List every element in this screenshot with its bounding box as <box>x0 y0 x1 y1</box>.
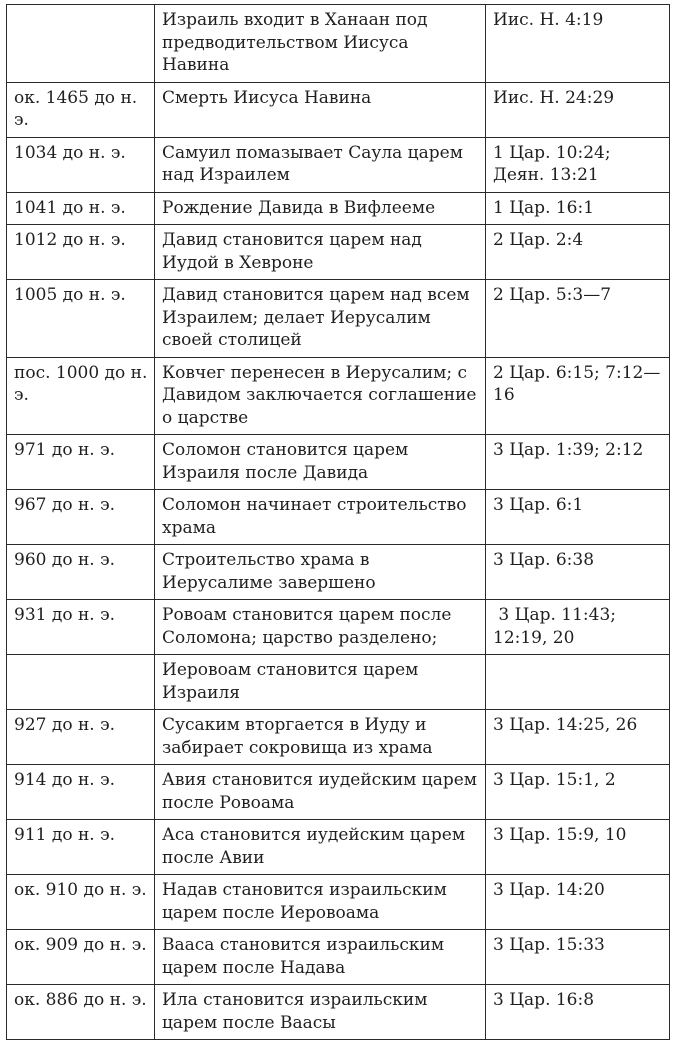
event-cell: Иеровоам становится царем Израиля <box>155 655 486 710</box>
reference-cell: 3 Цар. 15:9, 10 <box>486 820 670 875</box>
reference-cell: 1 Цар. 16:1 <box>486 192 670 225</box>
reference-cell: Иис. Н. 24:29 <box>486 82 670 137</box>
date-cell: 971 до н. э. <box>7 435 155 490</box>
table-row <box>7 490 670 545</box>
table-row <box>7 545 670 600</box>
date-cell: 1012 до н. э. <box>7 225 155 280</box>
reference-cell: 3 Цар. 11:43; 12:19, 20 <box>486 600 670 655</box>
table-row <box>7 655 670 710</box>
table-row <box>7 5 670 83</box>
reference-cell: 2 Цар. 5:3—7 <box>486 280 670 358</box>
event-cell: Соломон начинает строительство храма <box>155 490 486 545</box>
date-cell: 967 до н. э. <box>7 490 155 545</box>
table-row <box>7 280 670 358</box>
date-cell: ок. 1465 до н. э. <box>7 82 155 137</box>
table-row <box>7 875 670 930</box>
table-row <box>7 765 670 820</box>
reference-cell: 2 Цар. 6:15; 7:12—16 <box>486 357 670 435</box>
date-cell: 931 до н. э. <box>7 600 155 655</box>
date-cell: 1005 до н. э. <box>7 280 155 358</box>
event-cell: Израиль входит в Ханаан под предводительством Иисуса Навина <box>155 5 486 83</box>
event-cell: Надав становится израильским царем после Иеровоама <box>155 875 486 930</box>
date-cell: ок. 910 до н. э. <box>7 875 155 930</box>
reference-cell: 3 Цар. 15:1, 2 <box>486 765 670 820</box>
event-cell: Давид становится царем над всем Израилем; делает Иерусалим своей столицей <box>155 280 486 358</box>
event-cell: Строительство храма в Иерусалиме завершено <box>155 545 486 600</box>
date-cell: 911 до н. э. <box>7 820 155 875</box>
event-cell: Давид становится царем над Иудой в Хевроне <box>155 225 486 280</box>
reference-cell: Иис. Н. 4:19 <box>486 5 670 83</box>
reference-cell: 3 Цар. 14:25, 26 <box>486 710 670 765</box>
event-cell: Смерть Иисуса Навина <box>155 82 486 137</box>
timeline-table <box>6 4 670 1040</box>
table-row <box>7 600 670 655</box>
event-cell: Ровоам становится царем после Соломона; царство разделено; <box>155 600 486 655</box>
event-cell: Самуил помазывает Саула царем над Израилем <box>155 137 486 192</box>
date-cell <box>7 655 155 710</box>
table-row <box>7 985 670 1040</box>
table-row <box>7 710 670 765</box>
document-page <box>6 4 669 1040</box>
table-row <box>7 225 670 280</box>
reference-cell: 1 Цар. 10:24; Деян. 13:21 <box>486 137 670 192</box>
reference-cell: 3 Цар. 14:20 <box>486 875 670 930</box>
timeline-body <box>7 5 670 1040</box>
event-cell: Ила становится израильским царем после Ваасы <box>155 985 486 1040</box>
table-row <box>7 82 670 137</box>
event-cell: Авия становится иудейским царем после Ровоама <box>155 765 486 820</box>
event-cell: Соломон становится царем Израиля после Давида <box>155 435 486 490</box>
event-cell: Рождение Давида в Вифлееме <box>155 192 486 225</box>
reference-cell: 2 Цар. 2:4 <box>486 225 670 280</box>
reference-cell: 3 Цар. 1:39; 2:12 <box>486 435 670 490</box>
date-cell: 1041 до н. э. <box>7 192 155 225</box>
date-cell: 960 до н. э. <box>7 545 155 600</box>
event-cell: Вааса становится израильским царем после Надава <box>155 930 486 985</box>
date-cell <box>7 5 155 83</box>
date-cell: 927 до н. э. <box>7 710 155 765</box>
event-cell: Ковчег перенесен в Иерусалим; с Давидом заключается соглашение о царстве <box>155 357 486 435</box>
reference-cell: 3 Цар. 15:33 <box>486 930 670 985</box>
date-cell: пос. 1000 до н. э. <box>7 357 155 435</box>
table-row <box>7 357 670 435</box>
date-cell: ок. 909 до н. э. <box>7 930 155 985</box>
table-row <box>7 137 670 192</box>
table-row <box>7 192 670 225</box>
table-row <box>7 820 670 875</box>
event-cell: Аса становится иудейским царем после Авии <box>155 820 486 875</box>
event-cell: Сусаким вторгается в Иуду и забирает сокровища из храма <box>155 710 486 765</box>
table-row <box>7 930 670 985</box>
reference-cell: 3 Цар. 16:8 <box>486 985 670 1040</box>
reference-cell: 3 Цар. 6:38 <box>486 545 670 600</box>
reference-cell <box>486 655 670 710</box>
table-row <box>7 435 670 490</box>
reference-cell: 3 Цар. 6:1 <box>486 490 670 545</box>
date-cell: 914 до н. э. <box>7 765 155 820</box>
date-cell: 1034 до н. э. <box>7 137 155 192</box>
date-cell: ок. 886 до н. э. <box>7 985 155 1040</box>
